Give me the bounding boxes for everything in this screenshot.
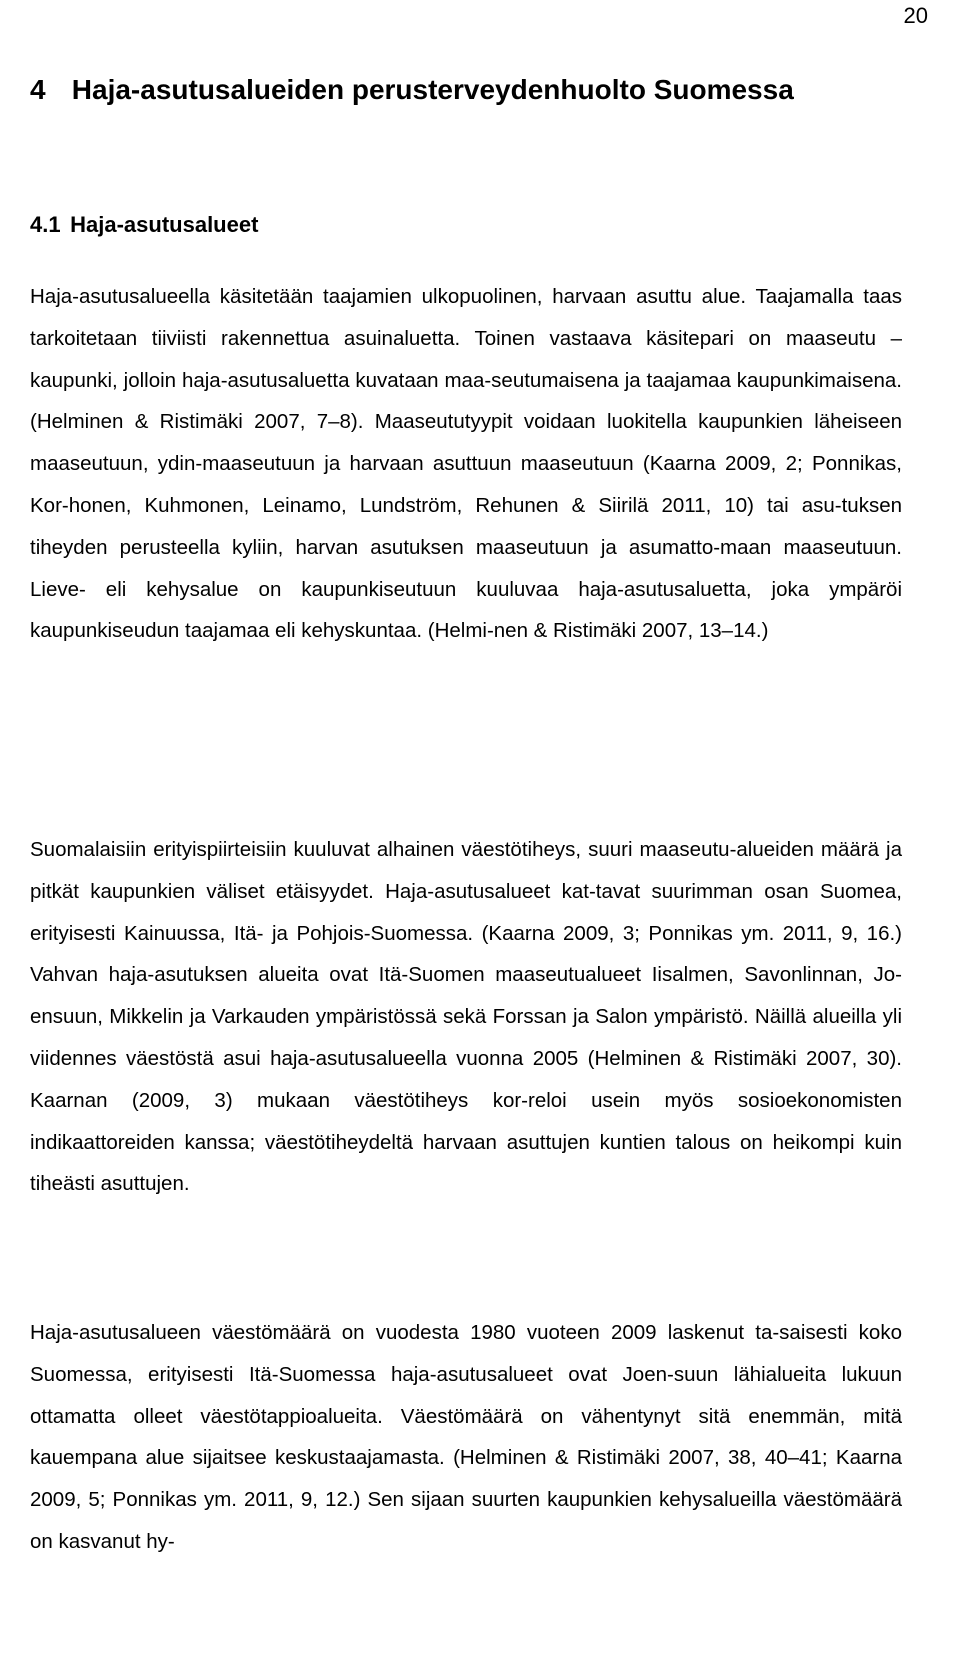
chapter-number: 4 <box>30 74 46 105</box>
section-heading <box>30 205 258 245</box>
body-paragraph: Haja-asutusalueen väestömäärä on vuodesta 1980 vuoteen 2009 laskenut ta-saisesti koko Suomessa, erityisesti Itä-Suomessa haja-asutusalueet ovat Joen-suun lähialueita lukuun ottamatta olleet väestötappioalueita. Väestömäärä on vähentynyt sitä enemmän, mitä kauempana alue sijaitsee keskustaajamasta. (Helminen & Ristimäki 2007, 38, 40–41; Kaarna 2009, 5; Ponnikas ym. 2011, 9, 12.) Sen sijaan suurten kaupunkien kehysalueilla väestömäärä on kasvanut hy- <box>30 1321 902 1553</box>
body-paragraph: Suomalaisiin erityispiirteisiin kuuluvat alhainen väestötiheys, suuri maaseutu-alueiden määrä ja pitkät kaupunkien väliset etäisyydet. Haja-asutusalueet kat-tavat suurimman osan Suomea, erityisesti Kainuussa, Itä- ja Pohjois-Suomessa. (Kaarna 2009, 3; Ponnikas ym. 2011, 9, 16.) Vahvan haja-asutuksen alueita ovat Itä-Suomen maaseutualueet Iisalmen, Savonlinnan, Jo-ensuun, Mikkelin ja Varkauden ympäristössä sekä Forssan ja Salon ympäristö. Näillä alueilla yli viidennes väestöstä asui haja-asutusalueella vuonna 2005 (Helminen & Ristimäki 2007, 30). Kaarnan (2009, 3) mukaan väestötiheys kor-reloi usein myös sosioekonomisten indikaattoreiden kanssa; väestötiheydeltä harvaan asuttujen kuntien talous on heikompi kuin tiheästi asuttujen. <box>30 838 902 1196</box>
section-title: Haja-asutusalueet <box>70 212 259 237</box>
chapter-title: Haja-asutusalueiden perusterveydenhuolto Suomessa <box>71 74 794 105</box>
section-number: 4.1 <box>30 212 61 237</box>
chapter-heading <box>30 70 794 110</box>
body-paragraph: Haja-asutusalueella käsitetään taajamien ulkopuolinen, harvaan asuttu alue. Taajamalla taas tarkoitetaan tiiviisti rakennettua asuinaluetta. Toinen vastaava käsitepari on maaseutu – kaupunki, jolloin haja-asutusaluetta kuvataan maa-seutumaisena ja taajamaa kaupunkimaisena. (Helminen & Ristimäki 2007, 7–8). Maaseututyypit voidaan luokitella kaupunkien läheiseen maaseutuun, ydin-maaseutuun ja harvaan asuttuun maaseutuun (Kaarna 2009, 2; Ponnikas, Kor-honen, Kuhmonen, Leinamo, Lundström, Rehunen & Siirilä 2011, 10) tai asu-tuksen tiheyden perusteella kyliin, harvan asutuksen maaseutuun ja asumatto-maan maaseutuun. Lieve- eli kehysalue on kaupunkiseutuun kuuluvaa haja-asutusaluetta, joka ympäröi kaupunkiseudun taajamaa eli kehyskuntaa. (Helmi-nen & Ristimäki 2007, 13–14.) <box>30 285 902 643</box>
page-number: 20 <box>903 3 928 28</box>
